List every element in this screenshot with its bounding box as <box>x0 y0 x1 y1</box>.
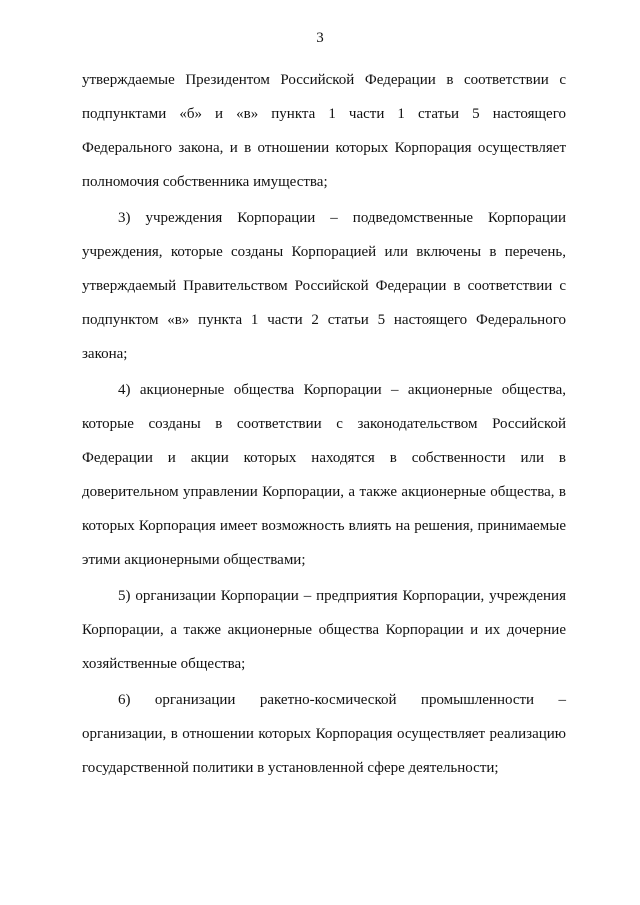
text-line: государственной политики в установленной сфере деятельности; <box>82 760 499 776</box>
paragraph-item-3 <box>82 201 566 371</box>
text-line: этими акционерными обществами; <box>82 552 306 568</box>
paragraph-item-6 <box>82 683 566 785</box>
text-line: полномочия собственника имущества; <box>82 174 328 190</box>
text-line: организации, в отношении которых Корпорация осуществляет реализацию <box>82 726 566 742</box>
page-number: 3 <box>316 30 324 46</box>
text-line: которые созданы в соответствии с законодательством Российской <box>82 416 566 432</box>
paragraph-item-4 <box>82 373 566 577</box>
text-line: 6) организации ракетно-космической промышленности – <box>118 692 566 708</box>
text-line: подпунктом «в» пункта 1 части 2 статьи 5 настоящего Федерального <box>82 312 566 328</box>
text-line: Федерации и акции которых находятся в собственности или в <box>82 450 566 466</box>
text-line: учреждения, которые созданы Корпорацией или включены в перечень, <box>82 244 566 260</box>
text-line: 4) акционерные общества Корпорации – акционерные общества, <box>118 382 566 398</box>
text-line: закона; <box>82 346 128 362</box>
text-line: Корпорации, а также акционерные общества Корпорации и их дочерние <box>82 622 566 638</box>
text-line: хозяйственные общества; <box>82 656 246 672</box>
text-line: Федерального закона, и в отношении которых Корпорация осуществляет <box>82 140 566 156</box>
text-line: доверительном управлении Корпорации, а также акционерные общества, в <box>82 484 566 500</box>
text-line: которых Корпорация имеет возможность влиять на решения, принимаемые <box>82 518 566 534</box>
text-line: утверждаемые Президентом Российской Федерации в соответствии с <box>82 72 566 88</box>
text-line: 3) учреждения Корпорации – подведомственные Корпорации <box>118 210 566 226</box>
document-body <box>82 63 566 785</box>
text-line: утверждаемый Правительством Российской Федерации в соответствии с <box>82 278 566 294</box>
paragraph-item-5 <box>82 579 566 681</box>
text-line: подпунктами «б» и «в» пункта 1 части 1 статьи 5 настоящего <box>82 106 566 122</box>
text-line: 5) организации Корпорации – предприятия Корпорации, учреждения <box>118 588 566 604</box>
paragraph-continuation <box>82 63 566 199</box>
